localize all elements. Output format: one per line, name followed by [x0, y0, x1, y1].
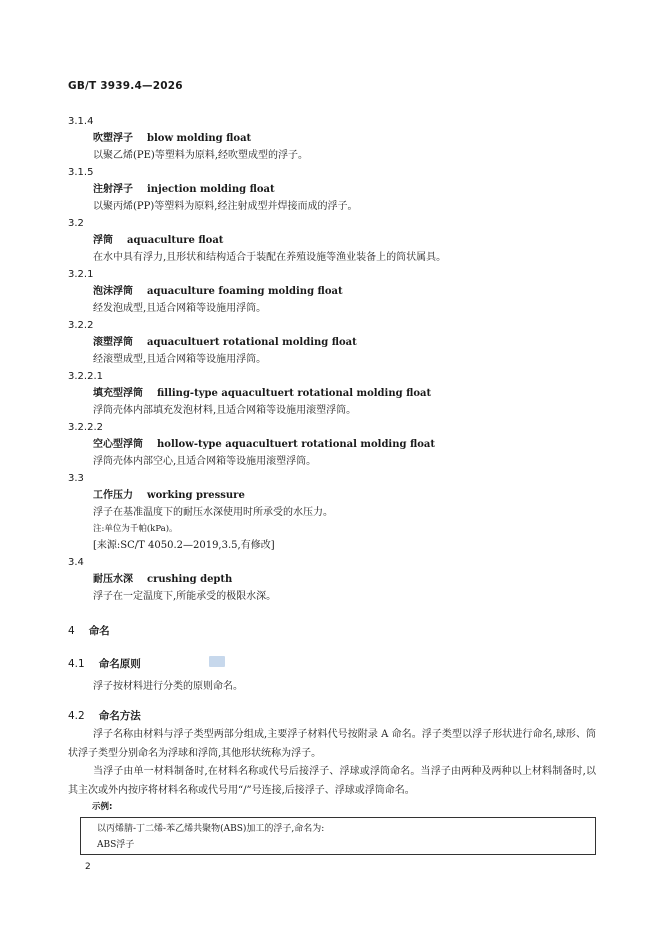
term-en: aquaculture foaming molding float — [147, 286, 343, 297]
example-box — [80, 817, 596, 855]
term-zh: 空心型浮筒 — [93, 439, 143, 450]
section-title: 命名 — [88, 625, 110, 637]
term-zh: 填充型浮筒 — [93, 388, 143, 399]
term-en: working pressure — [147, 490, 245, 501]
term-entry-3-2 — [68, 215, 608, 266]
term-en: blow molding float — [147, 133, 252, 144]
term-number: 3.2.2.1 — [68, 371, 103, 382]
term-definition: 在水中具有浮力,且形状和结构适合于装配在养殖设施等渔业装备上的筒状属具。 — [93, 252, 447, 263]
term-title — [68, 181, 608, 198]
term-title — [68, 232, 608, 249]
term-entry-3-2-2-1 — [68, 368, 608, 419]
section-4-2-paragraph-1: 浮子名称由材料与浮子类型两部分组成,主要浮子材料代号按附录 A 命名。浮子类型以浮子形状进行命名,球形、筒状浮子类型分别命名为浮球和浮筒,其他形状统称为浮子。 — [68, 729, 596, 759]
term-title — [68, 487, 608, 504]
term-source: [来源:SC/T 4050.2—2019,3.5,有修改] — [93, 540, 275, 551]
term-note: 注:单位为千帕(kPa)。 — [93, 524, 178, 534]
example-label: 示例: — [92, 802, 113, 812]
term-en: filling-type aquacultuert rotational molding float — [157, 388, 432, 399]
term-zh: 注射浮子 — [93, 184, 133, 195]
term-entry-3-2-2-2 — [68, 419, 608, 470]
section-number: 4.1 — [68, 658, 85, 670]
standard-header: GB/T 3939.4—2026 — [68, 80, 183, 92]
term-number: 3.1.5 — [68, 167, 94, 178]
term-title — [68, 130, 608, 147]
section-number: 4 — [68, 625, 75, 637]
section-4-2-heading — [68, 704, 141, 723]
term-zh: 浮筒 — [93, 235, 113, 246]
term-number: 3.4 — [68, 557, 84, 568]
term-number: 3.2.1 — [68, 269, 94, 280]
term-number: 3.2.2.2 — [68, 422, 103, 433]
term-en: injection molding float — [147, 184, 275, 195]
term-title — [68, 436, 608, 453]
term-entry-3-2-2 — [68, 317, 608, 368]
section-4-2-paragraph-2: 当浮子由单一材料制备时,在材料名称或代号后接浮子、浮球或浮筒命名。当浮子由两种及两种以上材料制备时,以其主次或外内按序将材料名称或代号用“/”号连接,后接浮子、浮球或浮筒命名。 — [68, 766, 596, 796]
term-en: aquacultuert rotational molding float — [147, 337, 357, 348]
term-definition: 浮子在一定温度下,所能承受的极限水深。 — [93, 591, 277, 602]
watermark-stamp-icon — [209, 656, 225, 667]
term-number: 3.2 — [68, 218, 84, 229]
term-entry-3-2-1 — [68, 266, 608, 317]
term-definition: 浮子在基准温度下的耐压水深使用时所承受的水压力。 — [93, 507, 333, 518]
term-entries — [68, 113, 608, 605]
term-definition: 经滚塑成型,且适合网箱等设施用浮筒。 — [93, 354, 267, 365]
example-line-2: ABS浮子 — [97, 840, 135, 850]
term-entry-3-3 — [68, 470, 608, 554]
section-title: 命名方法 — [98, 710, 141, 722]
section-number: 4.2 — [68, 710, 85, 722]
term-entry-3-1-5 — [68, 164, 608, 215]
term-en: crushing depth — [147, 574, 233, 585]
term-title — [68, 334, 608, 351]
example-line-1: 以丙烯腈-丁二烯-苯乙烯共聚物(ABS)加工的浮子,命名为: — [97, 824, 325, 834]
term-definition: 浮筒壳体内部填充发泡材料,且适合网箱等设施用滚塑浮筒。 — [93, 405, 357, 416]
term-number: 3.2.2 — [68, 320, 94, 331]
term-entry-3-1-4 — [68, 113, 608, 164]
term-number: 3.3 — [68, 473, 84, 484]
term-zh: 吹塑浮子 — [93, 133, 133, 144]
term-zh: 滚塑浮筒 — [93, 337, 133, 348]
term-definition: 浮筒壳体内部空心,且适合网箱等设施用滚塑浮筒。 — [93, 456, 317, 467]
term-en: hollow-type aquacultuert rotational molding float — [157, 439, 436, 450]
section-4-1-heading — [68, 652, 141, 671]
term-number: 3.1.4 — [68, 116, 94, 127]
term-definition: 以聚乙烯(PE)等塑料为原料,经吹塑成型的浮子。 — [93, 150, 309, 161]
term-zh: 泡沫浮筒 — [93, 286, 133, 297]
page-number: 2 — [85, 862, 91, 872]
term-en: aquaculture float — [127, 235, 224, 246]
term-title — [68, 571, 608, 588]
section-4-1-paragraph: 浮子按材料进行分类的原则命名。 — [93, 681, 243, 692]
section-title: 命名原则 — [98, 658, 141, 670]
section-4-heading — [68, 619, 110, 638]
term-definition: 经发泡成型,且适合网箱等设施用浮筒。 — [93, 303, 267, 314]
term-title — [68, 385, 608, 402]
term-title — [68, 283, 608, 300]
term-zh: 耐压水深 — [93, 574, 133, 585]
term-definition: 以聚丙烯(PP)等塑料为原料,经注射成型并焊接而成的浮子。 — [93, 201, 358, 212]
term-zh: 工作压力 — [93, 490, 133, 501]
term-entry-3-4 — [68, 554, 608, 605]
